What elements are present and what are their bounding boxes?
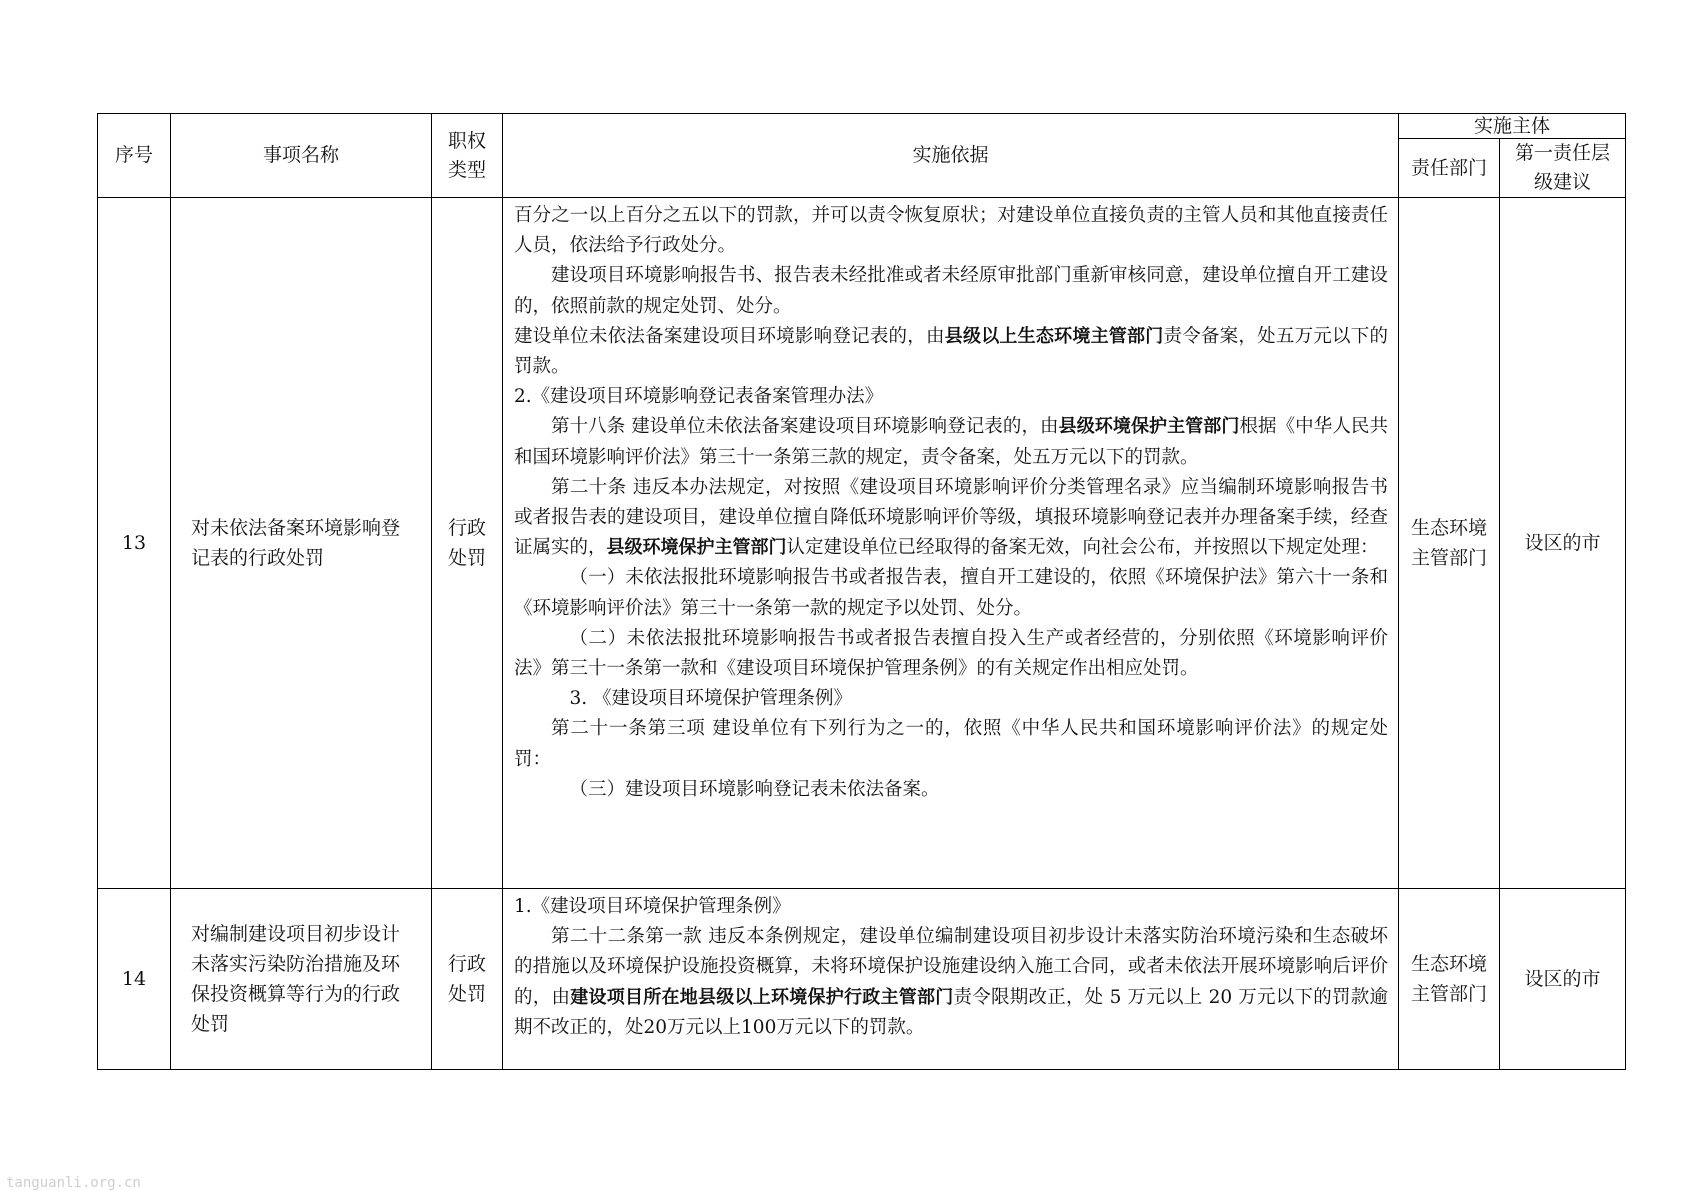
row-dept: 生态环境主管部门 — [1399, 889, 1500, 1070]
row-name: 对未依法备案环境影响登记表的行政处罚 — [171, 198, 432, 889]
table-header-row-1 — [98, 114, 1626, 139]
basis-paragraph: 建设项目环境影响报告书、报告表未经批准或者未经原审批部门重新审核同意，建设单位擅自开工建设的，依照前款的规定处罚、处分。 — [514, 265, 1388, 317]
row-level: 设区的市 — [1500, 889, 1626, 1070]
basis-paragraph: （一）未依法报批环境影响报告书或者报告表，擅自开工建设的，依照《环境保护法》第六十一条和《环境影响评价法》第三十一条第一款的规定予以处罚、处分。 — [514, 567, 1388, 619]
header-type: 职权类型 — [432, 114, 503, 198]
basis-paragraph: 第二十条 违反本办法规定，对按照《建设项目环境影响评价分类管理名录》应当编制环境影响报告书或者报告表的建设项目，建设单位擅自降低环境影响评价等级，填报环境影响登记表并办理备案手续，经查证属实的，县级环境保护主管部门认定建设单位已经取得的备案无效，向社会公布，并按照以下规定处理： — [514, 476, 1388, 559]
basis-paragraph: 3. 《建设项目环境保护管理条例》 — [569, 688, 853, 710]
basis-paragraph: 第二十一条第三项 建设单位有下列行为之一的，依照《中华人民共和国环境影响评价法》的规定处罚： — [514, 718, 1388, 770]
basis-paragraph: 第十八条 建设单位未依法备案建设项目环境影响登记表的，由县级环境保护主管部门根据《中华人民共和国环境影响评价法》第三十一条第三款的规定，责令备案，处五万元以下的罚款。 — [514, 416, 1388, 468]
basis-paragraph: （三）建设项目环境影响登记表未依法备案。 — [569, 778, 940, 800]
row-name: 对编制建设项目初步设计未落实污染防治措施及环保投资概算等行为的行政处罚 — [171, 889, 432, 1070]
row-seq: 14 — [98, 889, 171, 1070]
table-row — [98, 198, 1626, 889]
authority-highlight: 建设项目所在地县级以上环境保护行政主管部门 — [570, 986, 954, 1008]
row-basis — [503, 889, 1399, 1070]
watermark: tanguanli.org.cn — [6, 1175, 141, 1191]
row-seq: 13 — [98, 198, 171, 889]
row-dept: 生态环境主管部门 — [1399, 198, 1500, 889]
header-basis: 实施依据 — [503, 114, 1399, 198]
basis-paragraph: 百分之一以上百分之五以下的罚款，并可以责令恢复原状；对建设单位直接负责的主管人员和其他直接责任人员，依法给予行政处分。 — [514, 205, 1388, 257]
row-type: 行政处罚 — [432, 889, 503, 1070]
authority-highlight: 县级环境保护主管部门 — [606, 537, 787, 559]
authority-highlight: 县级以上生态环境主管部门 — [944, 325, 1164, 347]
header-level: 第一责任层级建议 — [1500, 139, 1626, 198]
authority-highlight: 县级环境保护主管部门 — [1058, 416, 1240, 438]
basis-paragraph: 2.《建设项目环境影响登记表备案管理办法》 — [514, 386, 884, 408]
header-seq: 序号 — [98, 114, 171, 198]
basis-paragraph: 1.《建设项目环境保护管理条例》 — [514, 896, 791, 917]
row-basis — [503, 198, 1399, 889]
header-subject: 实施主体 — [1399, 114, 1626, 139]
header-dept: 责任部门 — [1399, 139, 1500, 198]
basis-paragraph: （二）未依法报批环境影响报告书或者报告表擅自投入生产或者经营的，分别依照《环境影响评价法》第三十一条第一款和《建设项目环境保护管理条例》的有关规定作出相应处罚。 — [514, 627, 1388, 680]
row-type: 行政处罚 — [432, 198, 503, 889]
basis-paragraph: 第二十二条第一款 违反本条例规定，建设单位编制建设项目初步设计未落实防治环境污染和生态破坏的措施以及环境保护设施投资概算，未将环境保护设施建设纳入施工合同，或者未依法开展环境影响后评价的，由建设项目所在地县级以上环境保护行政主管部门责令限期改正，处 5 万元以上 20 万元以下的罚款逾期不改正的，处20万元以上100万元以下的罚款。 — [514, 926, 1388, 1038]
basis-paragraph: 建设单位未依法备案建设项目环境影响登记表的，由县级以上生态环境主管部门责令备案，处五万元以下的罚款。 — [514, 325, 1388, 378]
header-name: 事项名称 — [171, 114, 432, 198]
row-level: 设区的市 — [1500, 198, 1626, 889]
enforcement-matters-table — [97, 113, 1626, 1070]
table-row — [98, 889, 1626, 1070]
